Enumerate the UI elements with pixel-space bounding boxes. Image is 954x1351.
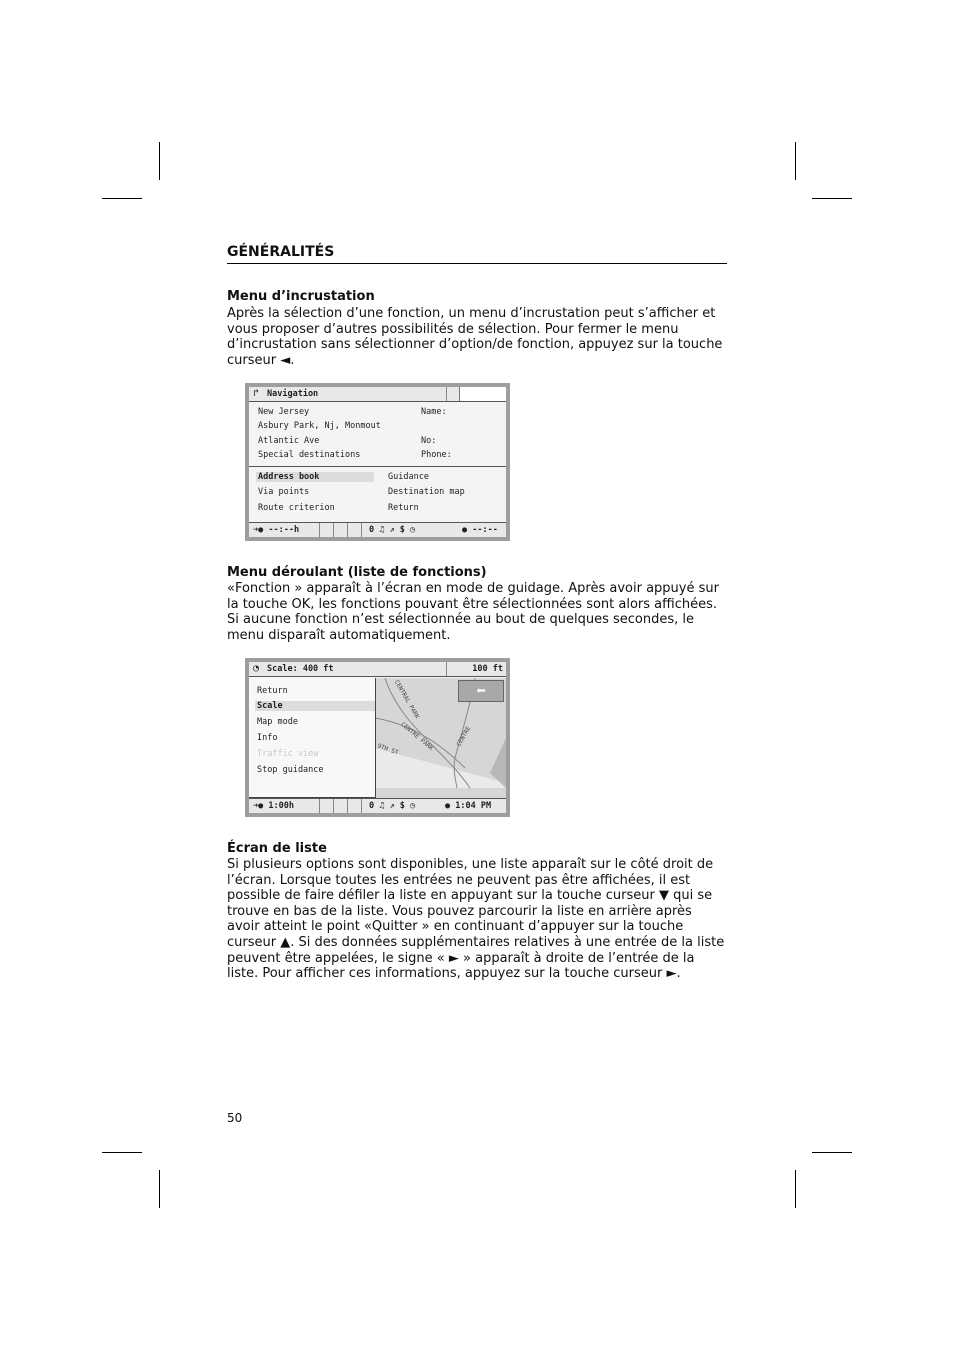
status-icons: 0 ♫ ⇗ $ ◷	[369, 525, 416, 535]
map-label: CENTRE	[455, 725, 473, 748]
scale-title: Scale: 400 ft	[267, 664, 334, 674]
map-label: CENTRAL PARK	[392, 678, 421, 721]
paragraph-list-screen: Si plusieurs options sont disponibles, une liste apparaît sur le côté droit de l’écran. Lorsque toutes les entrées ne peuvent pas être affichées, il est possible de faire défiler la liste en appuyant sur la touche curseur ▼ qui se trouve en bas de la liste. Vous pouvez parcourir la liste en arrière après avoir atteint le point «Quitter » en continuant d’appuyer sur la touche curseur ▲. Si des données supplémentaires relatives à une entrée de la liste peuvent être appelées, le signe « ► » apparaît à droite de l’entrée de la liste. Pour afficher ces informations, appuyez sur la touche curseur ►.	[227, 857, 725, 982]
crop-mark	[795, 142, 796, 180]
info-line: Atlantic Ave	[258, 436, 320, 446]
status-icons: 0 ♫ ⇗ $ ◷	[369, 801, 416, 811]
subheading-popup-menu: Menu d’incrustation	[227, 289, 375, 304]
navigation-screenshot	[245, 383, 510, 541]
status-right: ● --:--	[462, 525, 498, 535]
dropdown-menu	[249, 678, 376, 798]
status-right: ● 1:04 PM	[445, 801, 492, 811]
status-left: ➜● 1:00h	[253, 801, 294, 811]
subheading-dropdown-menu: Menu déroulant (liste de fonctions)	[227, 565, 487, 580]
menu-item-stop-guidance[interactable]: Stop guidance	[257, 765, 324, 775]
menu-item-map-mode[interactable]: Map mode	[257, 717, 298, 727]
map-screenshot	[245, 658, 510, 817]
section-rule	[227, 263, 727, 264]
status-left: ➜● --:--h	[253, 525, 300, 535]
map-label: CENTRE PARK	[399, 721, 435, 752]
info-label: Phone:	[421, 450, 452, 460]
subheading-list-screen: Écran de liste	[227, 841, 327, 856]
crop-mark	[159, 142, 160, 180]
info-label: No:	[421, 436, 437, 446]
crop-mark	[159, 1170, 160, 1208]
paragraph-dropdown-menu: «Fonction » apparaît à l’écran en mode de guidage. Après avoir appuyé sur la touche OK, les fonctions pouvant être sélectionnées sont alors affichées. Si aucune fonction n’est sélectionnée au bout de quelques secondes, le menu disparaît automatiquement.	[227, 581, 719, 643]
info-line: Special destinations	[258, 450, 361, 460]
info-label: Name:	[421, 407, 447, 417]
info-line: Asbury Park, Nj, Monmout	[258, 421, 381, 431]
crop-mark	[795, 1170, 796, 1208]
page-number: 50	[227, 1111, 243, 1125]
map-label: 9TH ST	[376, 742, 400, 757]
back-arrow-button[interactable]: ⬅	[458, 680, 504, 702]
info-line: New Jersey	[258, 407, 310, 417]
screen-title: Navigation	[267, 389, 319, 399]
crop-mark	[812, 1152, 852, 1153]
crop-mark	[812, 198, 852, 199]
menu-item-route-criterion[interactable]: Route criterion	[258, 503, 335, 513]
crop-mark	[102, 1152, 142, 1153]
turn-arrow-icon: ↱	[253, 388, 260, 399]
section-title: GÉNÉRALITÉS	[227, 244, 335, 260]
menu-item-guidance[interactable]: Guidance	[388, 472, 429, 482]
menu-item-return[interactable]: Return	[257, 686, 288, 696]
menu-item-destination-map[interactable]: Destination map	[388, 487, 465, 497]
map-view[interactable]	[375, 678, 506, 798]
menu-item-info[interactable]: Info	[257, 733, 278, 743]
menu-item-scale[interactable]: Scale	[255, 701, 375, 711]
compass-icon: ◔	[253, 663, 260, 674]
crop-mark	[102, 198, 142, 199]
menu-item-traffic-view[interactable]: Traffic view	[257, 749, 319, 759]
menu-item-via-points[interactable]: Via points	[258, 487, 310, 497]
menu-item-return[interactable]: Return	[388, 503, 419, 513]
scale-box: 100 ft	[472, 664, 503, 674]
paragraph-popup-menu: Après la sélection d’une fonction, un menu d’incrustation peut s’afficher et vous proposer d’autres possibilités de sélection. Pour fermer le menu d’incrustation sans sélectionner d’option/de fonction, appuyez sur la touche curseur ◄.	[227, 306, 723, 368]
menu-item-address-book[interactable]: Address book	[256, 472, 374, 482]
